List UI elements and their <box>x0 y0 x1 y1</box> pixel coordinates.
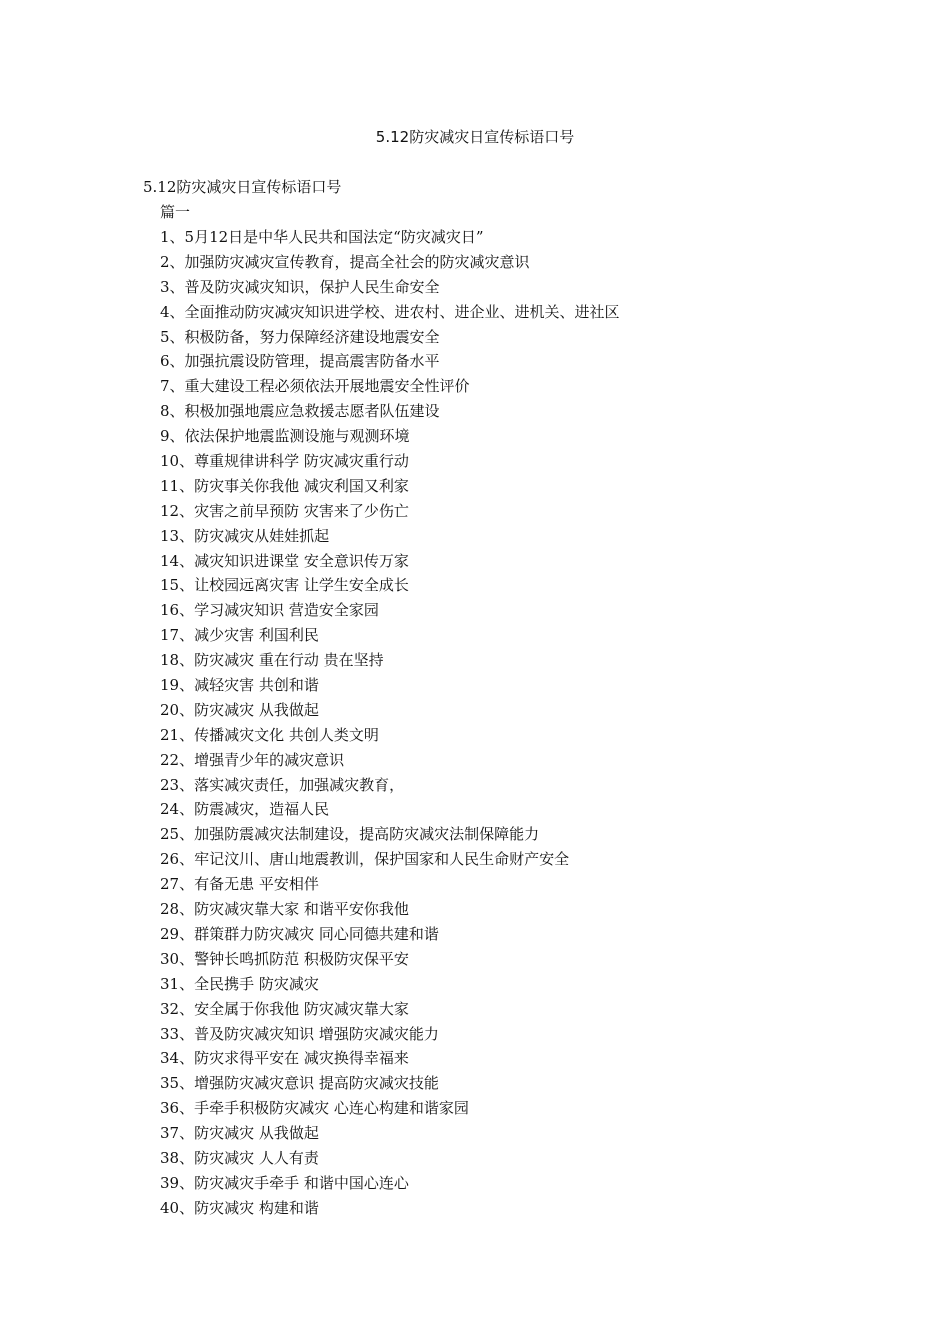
document-subheading: 篇一 <box>160 203 191 221</box>
slogan-item: 21、传播减灾文化 共创人类文明 <box>160 725 379 744</box>
slogan-item: 17、减少灾害 利国利民 <box>160 626 319 645</box>
slogan-item: 19、减轻灾害 共创和谐 <box>160 676 319 695</box>
slogan-item: 28、防灾减灾靠大家 和谐平安你我他 <box>160 900 409 919</box>
slogan-item: 6、加强抗震设防管理，提高震害防备水平 <box>160 352 440 371</box>
slogan-item: 33、普及防灾减灾知识 增强防灾减灾能力 <box>160 1024 439 1043</box>
slogan-item: 24、防震减灾，造福人民 <box>160 800 330 819</box>
slogan-item: 5、积极防备，努力保障经济建设地震安全 <box>160 327 440 346</box>
slogan-item: 40、防灾减灾 构建和谐 <box>160 1198 319 1217</box>
document-heading: 5.12防灾减灾日宣传标语口号 <box>143 178 342 196</box>
slogan-item: 7、重大建设工程必须依法开展地震安全性评价 <box>160 377 470 396</box>
slogan-item: 14、减灾知识进课堂 安全意识传万家 <box>160 551 409 570</box>
slogan-item: 2、加强防灾减灾宣传教育，提高全社会的防灾减灾意识 <box>160 252 530 271</box>
slogan-item: 1、5月12日是中华人民共和国法定“防灾减灾日” <box>160 228 484 246</box>
slogan-item: 34、防灾求得平安在 减灾换得幸福来 <box>160 1049 409 1068</box>
slogan-item: 31、全民携手 防灾减灾 <box>160 974 319 993</box>
slogan-item: 13、防灾减灾从娃娃抓起 <box>160 526 330 545</box>
slogan-item: 3、普及防灾减灾知识，保护人民生命安全 <box>160 277 440 296</box>
slogan-item: 23、落实减灾责任，加强减灾教育， <box>160 775 405 794</box>
slogan-item: 30、警钟长鸣抓防范 积极防灾保平安 <box>160 949 409 968</box>
slogan-item: 20、防灾减灾 从我做起 <box>160 700 319 719</box>
slogan-item: 15、让校园远离灾害 让学生安全成长 <box>160 576 409 595</box>
slogan-item: 12、灾害之前早预防 灾害来了少伤亡 <box>160 501 409 520</box>
slogan-item: 32、安全属于你我他 防灾减灾靠大家 <box>160 999 409 1018</box>
slogan-item: 36、手牵手积极防灾减灾 心连心构建和谐家园 <box>160 1099 469 1118</box>
slogan-list <box>160 227 620 1223</box>
slogan-item: 4、全面推动防灾减灾知识进学校、进农村、进企业、进机关、进社区 <box>160 302 620 321</box>
slogan-item: 10、尊重规律讲科学 防灾减灾重行动 <box>160 452 409 471</box>
slogan-item: 22、增强青少年的减灾意识 <box>160 750 345 769</box>
slogan-item: 26、牢记汶川、唐山地震教训，保护国家和人民生命财产安全 <box>160 850 570 869</box>
slogan-item: 27、有备无患 平安相伴 <box>160 875 319 894</box>
slogan-item: 39、防灾减灾手牵手 和谐中国心连心 <box>160 1173 409 1192</box>
slogan-item: 38、防灾减灾 人人有责 <box>160 1148 319 1167</box>
slogan-item: 11、防灾事关你我他 减灾利国又利家 <box>160 476 409 495</box>
slogan-item: 35、增强防灾减灾意识 提高防灾减灾技能 <box>160 1074 439 1093</box>
slogan-item: 29、群策群力防灾减灾 同心同德共建和谐 <box>160 924 439 943</box>
document-title: 5.12防灾减灾日宣传标语口号 <box>375 128 575 146</box>
slogan-item: 16、学习减灾知识 营造安全家园 <box>160 601 379 620</box>
slogan-item: 9、依法保护地震监测设施与观测环境 <box>160 427 410 446</box>
slogan-item: 18、防灾减灾 重在行动 贵在坚持 <box>160 651 384 670</box>
slogan-item: 37、防灾减灾 从我做起 <box>160 1124 319 1143</box>
slogan-item: 8、积极加强地震应急救援志愿者队伍建设 <box>160 402 440 421</box>
slogan-item: 25、加强防震减灾法制建设，提高防灾减灾法制保障能力 <box>160 825 540 844</box>
